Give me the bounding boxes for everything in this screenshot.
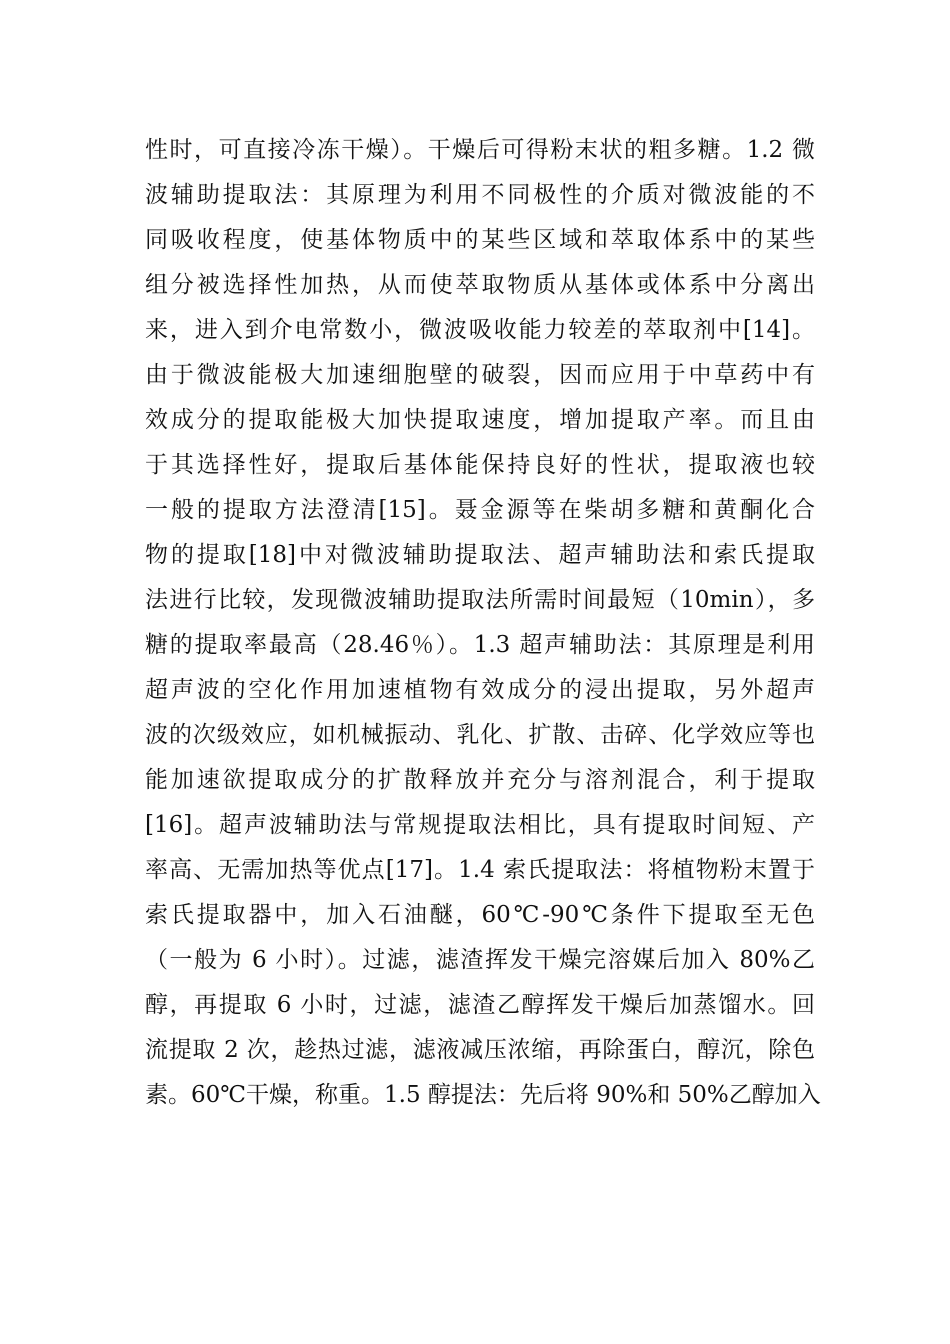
- text-line: 波的次级效应，如机械振动、乳化、扩散、击碎、化学效应等也: [145, 722, 815, 748]
- text-line: 性时，可直接冷冻干燥）。干燥后可得粉末状的粗多糖。1.2 微: [145, 137, 815, 163]
- text-line: 素。60℃干燥，称重。1.5 醇提法：先后将 90%和 50%乙醇加入: [145, 1082, 821, 1108]
- text-line: [16]。超声波辅助法与常规提取法相比，具有提取时间短、产: [145, 812, 815, 838]
- text-line: （一般为 6 小时）。过滤，滤渣挥发干燥完溶媒后加入 80%乙: [145, 947, 815, 973]
- text-line: 波辅助提取法：其原理为利用不同极性的介质对微波能的不: [145, 182, 815, 208]
- text-line: 于其选择性好，提取后基体能保持良好的性状，提取液也较: [145, 452, 815, 478]
- text-line: 超声波的空化作用加速植物有效成分的浸出提取，另外超声: [145, 677, 815, 703]
- body-paragraph: [145, 128, 821, 1118]
- text-line: 索氏提取器中，加入石油醚，60℃-90℃条件下提取至无色: [145, 902, 815, 928]
- text-line: 率高、无需加热等优点[17]。1.4 索氏提取法：将植物粉末置于: [145, 857, 815, 883]
- text-line: 一般的提取方法澄清[15]。聂金源等在柴胡多糖和黄酮化合: [145, 497, 815, 523]
- text-line: 醇，再提取 6 小时，过滤，滤渣乙醇挥发干燥后加蒸馏水。回: [145, 992, 815, 1018]
- text-line: 同吸收程度，使基体物质中的某些区域和萃取体系中的某些: [145, 227, 815, 253]
- text-line: 糖的提取率最高（28.46％）。1.3 超声辅助法：其原理是利用: [145, 632, 815, 658]
- text-line: 来，进入到介电常数小，微波吸收能力较差的萃取剂中[14]。: [145, 317, 815, 343]
- text-line: 物的提取[18]中对微波辅助提取法、超声辅助法和索氏提取: [145, 542, 815, 568]
- text-line: 由于微波能极大加速细胞壁的破裂，因而应用于中草药中有: [145, 362, 815, 388]
- text-line: 能加速欲提取成分的扩散释放并充分与溶剂混合，利于提取: [145, 767, 815, 793]
- text-line: 法进行比较，发现微波辅助提取法所需时间最短（10min），多: [145, 587, 815, 613]
- text-line: 组分被选择性加热，从而使萃取物质从基体或体系中分离出: [145, 272, 815, 298]
- text-line: 效成分的提取能极大加快提取速度，增加提取产率。而且由: [145, 407, 815, 433]
- text-line: 流提取 2 次，趁热过滤，滤液减压浓缩，再除蛋白，醇沉，除色: [145, 1037, 815, 1063]
